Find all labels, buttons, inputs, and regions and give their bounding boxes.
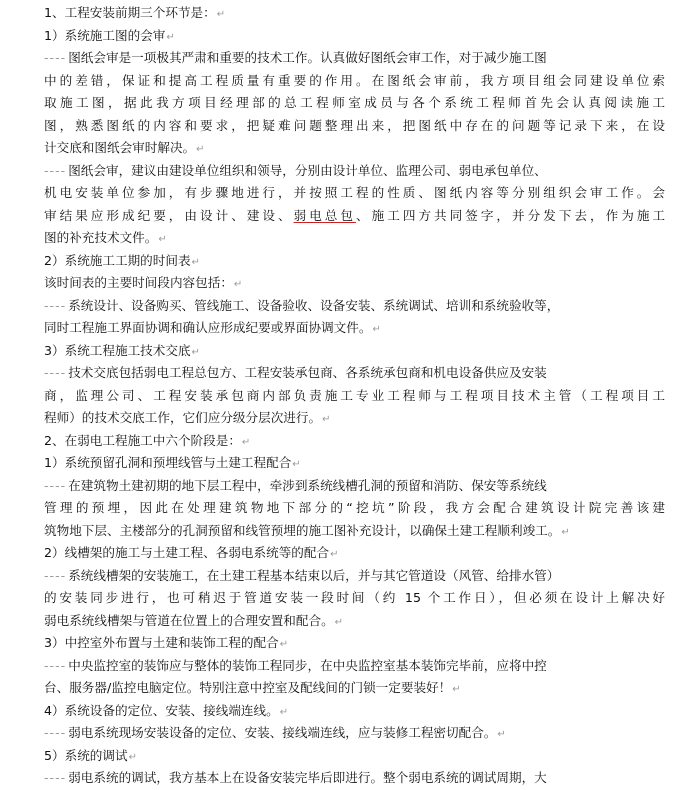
document-line (44, 475, 665, 498)
document-line (44, 182, 665, 205)
line-text: 计交底和图纸会审时解决。 (44, 140, 196, 155)
document-line (44, 407, 665, 430)
paragraph-mark-icon: ↵ (191, 256, 200, 268)
document-line (44, 542, 665, 565)
paragraph-mark-icon: ↵ (279, 706, 289, 718)
paragraph-mark-icon: ↵ (292, 459, 301, 470)
line-text: 4）系统设备的定位、安装、接线端连线。 (44, 702, 279, 718)
line-text: 弱电系统线槽架与管道在位置上的合理安置和配合。 (44, 612, 334, 628)
document-line (44, 745, 665, 768)
document-line (44, 587, 665, 610)
paragraph-mark-icon: ↵ (216, 9, 226, 20)
indent-leader: ---- (44, 365, 67, 380)
document-line (44, 520, 665, 543)
document-line (44, 655, 665, 678)
line-text: 该时间表的主要时间段内容包括： (44, 275, 233, 290)
line-text: 图，熟悉图纸的内容和要求，把疑难问题整理出来，把图纸中存在的问题等记录下来，在设 (44, 117, 665, 133)
indent-leader: ---- (44, 50, 67, 65)
line-text: 3）中控室外布置与土建和装饰工程的配合 (44, 635, 279, 650)
line-text: 1）系统预留孔洞和预埋线管与土建工程配合 (44, 455, 292, 470)
paragraph-mark-icon: ↵ (452, 684, 461, 695)
paragraph-mark-icon: ↵ (330, 549, 339, 560)
paragraph-mark-icon: ↵ (322, 414, 331, 425)
line-text: 程师）的技术交底工作，它们应分级分层次进行。 (44, 410, 322, 425)
line-text: 中央监控室的装饰应与整体的装饰工程同步，在中央监控室基本装饰完毕前，应将中控 (68, 657, 547, 673)
document-line (44, 47, 665, 70)
line-text: 1、工程安装前期三个环节是： (44, 5, 216, 20)
document-line (44, 385, 665, 408)
line-text: 取施工图，据此我方项目经理部的总工程师室成员与各个系统工程师首先会认真阅读施工 (44, 95, 665, 110)
document-line (44, 137, 665, 160)
paragraph-mark-icon: ↵ (128, 751, 137, 763)
indent-leader: ---- (44, 567, 67, 583)
document-line (44, 2, 665, 25)
document-line (44, 272, 665, 295)
document-line (44, 767, 665, 790)
paragraph-mark-icon: ↵ (334, 616, 344, 628)
line-text: 1）系统施工图的会审 (44, 27, 166, 43)
paragraph-mark-icon: ↵ (166, 31, 175, 43)
document-line (44, 565, 665, 588)
document-line (44, 227, 665, 250)
line-text: 中的差错，保证和提高工程质量有重要的作用。在图纸会审前，我方项目组会同建设单位索 (44, 72, 665, 88)
document-line (44, 295, 665, 318)
line-text: 商，监理公司、工程安装承包商内部负责施工专业工程师与工程项目技术主管（工程项目工 (44, 387, 665, 403)
line-text: 筑物地下层、主楼部分的孔洞预留和线管预埋的施工图补充设计，以确保土建工程顺利竣工。 (44, 522, 561, 538)
spellcheck-underline: 弱电总包 (293, 207, 357, 223)
document-body (44, 2, 665, 790)
indent-leader: ---- (44, 477, 67, 493)
line-text: 管理的预埋，因此在处理建筑物地下部分的“挖坑”阶段，我方会配合建筑设计院完善该建 (44, 500, 665, 515)
line-text: 弱电系统现场安装设备的定位、安装、接线端连线，应与装修工程密切配合。 (68, 725, 497, 740)
indent-leader: ---- (44, 162, 67, 178)
line-text: 台、服务器/监控电脑定位。特别注意中控室及配线间的门锁一定要装好！ (44, 680, 452, 695)
document-line (44, 632, 665, 655)
line-text: 审结果应形成纪要，由设计、建设、弱电总包、施工四方共同签字，并分发下去，作为施工 (44, 207, 665, 223)
document-line (44, 700, 665, 723)
document-line (44, 317, 665, 340)
line-text: 2）线槽架的施工与土建工程、各弱电系统等的配合 (44, 545, 330, 560)
paragraph-mark-icon: ↵ (241, 436, 251, 448)
document-line (44, 677, 665, 700)
document-line (44, 722, 665, 745)
line-text: 5）系统的调试 (44, 747, 128, 763)
line-text: 3）系统工程施工技术交底 (44, 342, 191, 358)
document-line (44, 610, 665, 633)
line-text: 在建筑物土建初期的地下层工程中，牵涉到系统线槽孔洞的预留和消防、保安等系统线 (68, 477, 547, 493)
paragraph-mark-icon: ↵ (196, 144, 205, 155)
document-line (44, 115, 665, 138)
document-line (44, 430, 665, 453)
line-text: 弱电系统的调试，我方基本上在设备安装完毕后即进行。整个弱电系统的调试周期，大 (68, 770, 547, 785)
line-text: 系统设计、设备购买、管线施工、设备验收、设备安装、系统调试、培训和系统验收等， (68, 297, 560, 313)
line-text: 2）系统施工工期的时间表 (44, 252, 191, 268)
paragraph-mark-icon: ↵ (279, 639, 289, 650)
indent-leader: ---- (44, 770, 67, 785)
line-text: 系统线槽架的安装施工，在土建工程基本结束以后，并与其它管道设（风管、给排水管） (68, 567, 560, 583)
document-line (44, 340, 665, 363)
document-line (44, 92, 665, 115)
line-text: 2、在弱电工程施工中六个阶段是： (44, 432, 241, 448)
line-text: 图纸会审，建议由建设单位组织和领导，分别由设计单位、监理公司、弱电承包单位、 (68, 162, 547, 178)
line-text: 图的补充技术文件。 (44, 230, 158, 245)
document-line (44, 160, 665, 183)
line-text: 的安装同步进行，也可稍迟于管道安装一段时间（约 15 个工作日），但必须在设计上解决好 (44, 590, 665, 605)
line-text: 技术交底包括弱电工程总包方、工程安装承包商、各系统承包商和机电设备供应及安装 (68, 365, 547, 380)
document-line (44, 205, 665, 228)
document-line (44, 452, 665, 475)
paragraph-mark-icon: ↵ (372, 324, 381, 335)
line-text: 同时工程施工界面协调和确认应形成纪要或界面协调文件。 (44, 320, 372, 335)
line-text: 机电安装单位参加，有步骤地进行，并按照工程的性质、图纸内容等分别组织会审工作。会 (44, 185, 665, 200)
paragraph-mark-icon: ↵ (497, 729, 506, 740)
paragraph-mark-icon: ↵ (158, 234, 167, 245)
line-text: 图纸会审是一项极其严肃和重要的技术工作。认真做好图纸会审工作，对于减少施工图 (68, 50, 547, 65)
document-line (44, 362, 665, 385)
indent-leader: ---- (44, 297, 67, 313)
indent-leader: ---- (44, 657, 67, 673)
document-line (44, 497, 665, 520)
document-line (44, 70, 665, 93)
document-line (44, 25, 665, 48)
paragraph-mark-icon: ↵ (191, 346, 200, 358)
document-line (44, 250, 665, 273)
indent-leader: ---- (44, 725, 67, 740)
paragraph-mark-icon: ↵ (233, 279, 243, 290)
paragraph-mark-icon: ↵ (561, 526, 570, 538)
